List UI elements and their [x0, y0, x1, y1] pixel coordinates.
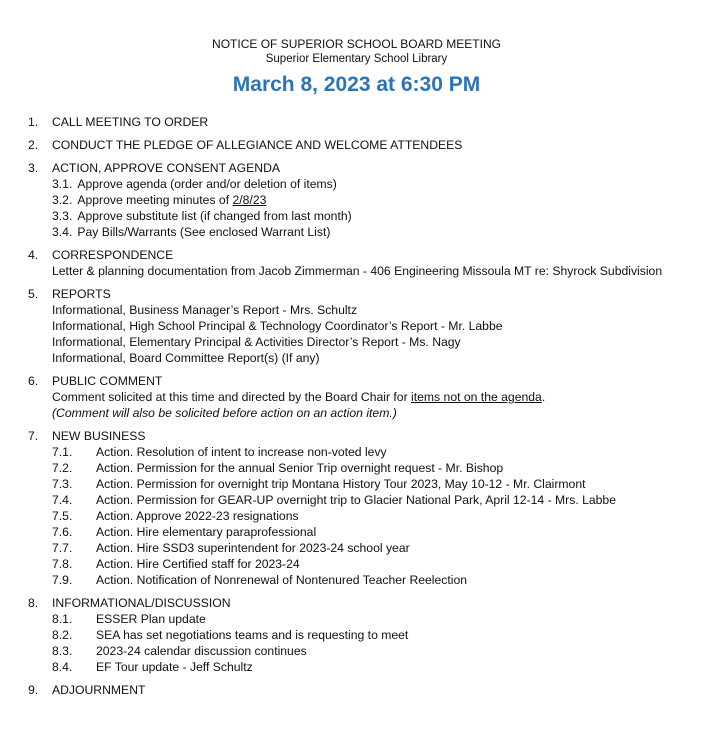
- item-number: 8.2.: [52, 628, 73, 642]
- notice-title: NOTICE OF SUPERIOR SCHOOL BOARD MEETING: [212, 37, 501, 51]
- item-text: Approve substitute list (if changed from last month): [77, 209, 352, 223]
- item-text: Action. Permission for overnight trip Montana History Tour 2023, May 10-12 - Mr. Clairmont: [96, 477, 586, 491]
- agenda-section-8: [28, 595, 708, 675]
- minutes-date-link[interactable]: 2/8/23: [232, 193, 267, 207]
- item-text: Action. Approve 2022-23 resignations: [96, 509, 299, 523]
- item-number: 7.6.: [52, 525, 73, 539]
- agenda-item: [28, 627, 708, 643]
- item-number: 7.1.: [52, 445, 73, 459]
- section-title: NEW BUSINESS: [52, 429, 146, 443]
- report-line: Informational, High School Principal & Technology Coordinator’s Report - Mr. Labbe: [52, 319, 503, 333]
- item-text: Approve meeting minutes of: [77, 193, 233, 207]
- not-on-agenda-link[interactable]: items not on the agenda: [411, 390, 542, 404]
- item-number: 7.2.: [52, 461, 73, 475]
- item-number: 8.3.: [52, 644, 73, 658]
- agenda-item: [28, 611, 708, 627]
- agenda-item: [28, 643, 708, 659]
- agenda-item: [28, 556, 708, 572]
- item-text: EF Tour update - Jeff Schultz: [96, 660, 253, 674]
- agenda-section-4: [28, 247, 708, 279]
- item-number: 8.4.: [52, 660, 73, 674]
- item-text: ESSER Plan update: [96, 612, 206, 626]
- item-text: Action. Hire SSD3 superintendent for 2023-24 school year: [96, 541, 410, 555]
- report-line: Informational, Elementary Principal & Activities Director’s Report - Ms. Nagy: [52, 335, 461, 349]
- section-title: CONDUCT THE PLEDGE OF ALLEGIANCE AND WELCOME ATTENDEES: [52, 138, 463, 152]
- item-number: 3.2.: [52, 193, 73, 207]
- item-text: Action. Permission for GEAR-UP overnight trip to Glacier National Park, April 12-14 - Mrs. Labbe: [96, 493, 616, 507]
- agenda-item: [28, 508, 708, 524]
- agenda-item: [28, 224, 708, 240]
- public-comment-note: (Comment will also be solicited before action on an action item.): [52, 406, 397, 420]
- agenda-section-9: [28, 682, 708, 698]
- report-line: Informational, Business Manager’s Report - Mrs. Schultz: [52, 303, 358, 317]
- item-number: 7.3.: [52, 477, 73, 491]
- notice-header: [0, 36, 713, 100]
- section-title: CALL MEETING TO ORDER: [52, 115, 209, 129]
- section-number: 3.: [28, 161, 39, 175]
- agenda-item: [28, 659, 708, 675]
- agenda-section-2: [28, 137, 708, 153]
- section-title: REPORTS: [52, 287, 111, 301]
- item-number: 7.8.: [52, 557, 73, 571]
- item-text: Action. Notification of Nonrenewal of Nontenured Teacher Reelection: [96, 573, 468, 587]
- section-title: ACTION, APPROVE CONSENT AGENDA: [52, 161, 281, 175]
- item-text: Pay Bills/Warrants (See enclosed Warrant List): [77, 225, 331, 239]
- section-number: 8.: [28, 596, 39, 610]
- public-comment-period: .: [541, 390, 546, 404]
- agenda-list: [28, 114, 708, 705]
- public-comment-line: [28, 389, 708, 405]
- section-title: ADJOURNMENT: [52, 683, 146, 697]
- agenda-item: [28, 208, 708, 224]
- agenda-item: [28, 492, 708, 508]
- agenda-item: [28, 524, 708, 540]
- item-text: Action. Hire elementary paraprofessional: [96, 525, 317, 539]
- agenda-section-1: [28, 114, 708, 130]
- section-number: 9.: [28, 683, 39, 697]
- section-number: 6.: [28, 374, 39, 388]
- agenda-item: [28, 572, 708, 588]
- section-title: PUBLIC COMMENT: [52, 374, 163, 388]
- section-title: CORRESPONDENCE: [52, 248, 174, 262]
- item-text: SEA has set negotiations teams and is requesting to meet: [96, 628, 409, 642]
- agenda-section-5: [28, 286, 708, 366]
- item-text: Action. Permission for the annual Senior Trip overnight request - Mr. Bishop: [96, 461, 504, 475]
- meeting-location: Superior Elementary School Library: [265, 53, 448, 65]
- section-title: INFORMATIONAL/DISCUSSION: [52, 596, 231, 610]
- item-text: Approve agenda (order and/or deletion of items): [77, 177, 337, 191]
- section-number: 4.: [28, 248, 39, 262]
- section-number: 7.: [28, 429, 39, 443]
- item-number: 7.4.: [52, 493, 73, 507]
- agenda-item: [28, 192, 708, 208]
- report-line: Informational, Board Committee Report(s) (If any): [52, 351, 320, 365]
- item-text: 2023-24 calendar discussion continues: [96, 644, 307, 658]
- correspondence-line: Letter & planning documentation from Jacob Zimmerman - 406 Engineering Missoula MT re: Shyrock Subdivision: [52, 264, 663, 278]
- public-comment-text: Comment solicited at this time and directed by the Board Chair for: [52, 390, 412, 404]
- item-number: 7.7.: [52, 541, 73, 555]
- item-number: 3.1.: [52, 177, 73, 191]
- section-number: 2.: [28, 138, 39, 152]
- agenda-section-6: [28, 373, 708, 421]
- item-number: 3.3.: [52, 209, 73, 223]
- agenda-item: [28, 460, 708, 476]
- item-text: Action. Resolution of intent to increase non-voted levy: [96, 445, 387, 459]
- item-number: 7.9.: [52, 573, 73, 587]
- section-number: 5.: [28, 287, 39, 301]
- item-number: 7.5.: [52, 509, 73, 523]
- meeting-date: March 8, 2023 at 6:30 PM: [232, 73, 481, 96]
- agenda-section-7: [28, 428, 708, 588]
- section-number: 1.: [28, 115, 39, 129]
- item-text: Action. Hire Certified staff for 2023-24: [96, 557, 300, 571]
- item-number: 8.1.: [52, 612, 73, 626]
- agenda-section-3: [28, 160, 708, 240]
- agenda-item: [28, 476, 708, 492]
- agenda-item: [28, 540, 708, 556]
- item-number: 3.4.: [52, 225, 73, 239]
- agenda-item: [28, 444, 708, 460]
- agenda-item: [28, 176, 708, 192]
